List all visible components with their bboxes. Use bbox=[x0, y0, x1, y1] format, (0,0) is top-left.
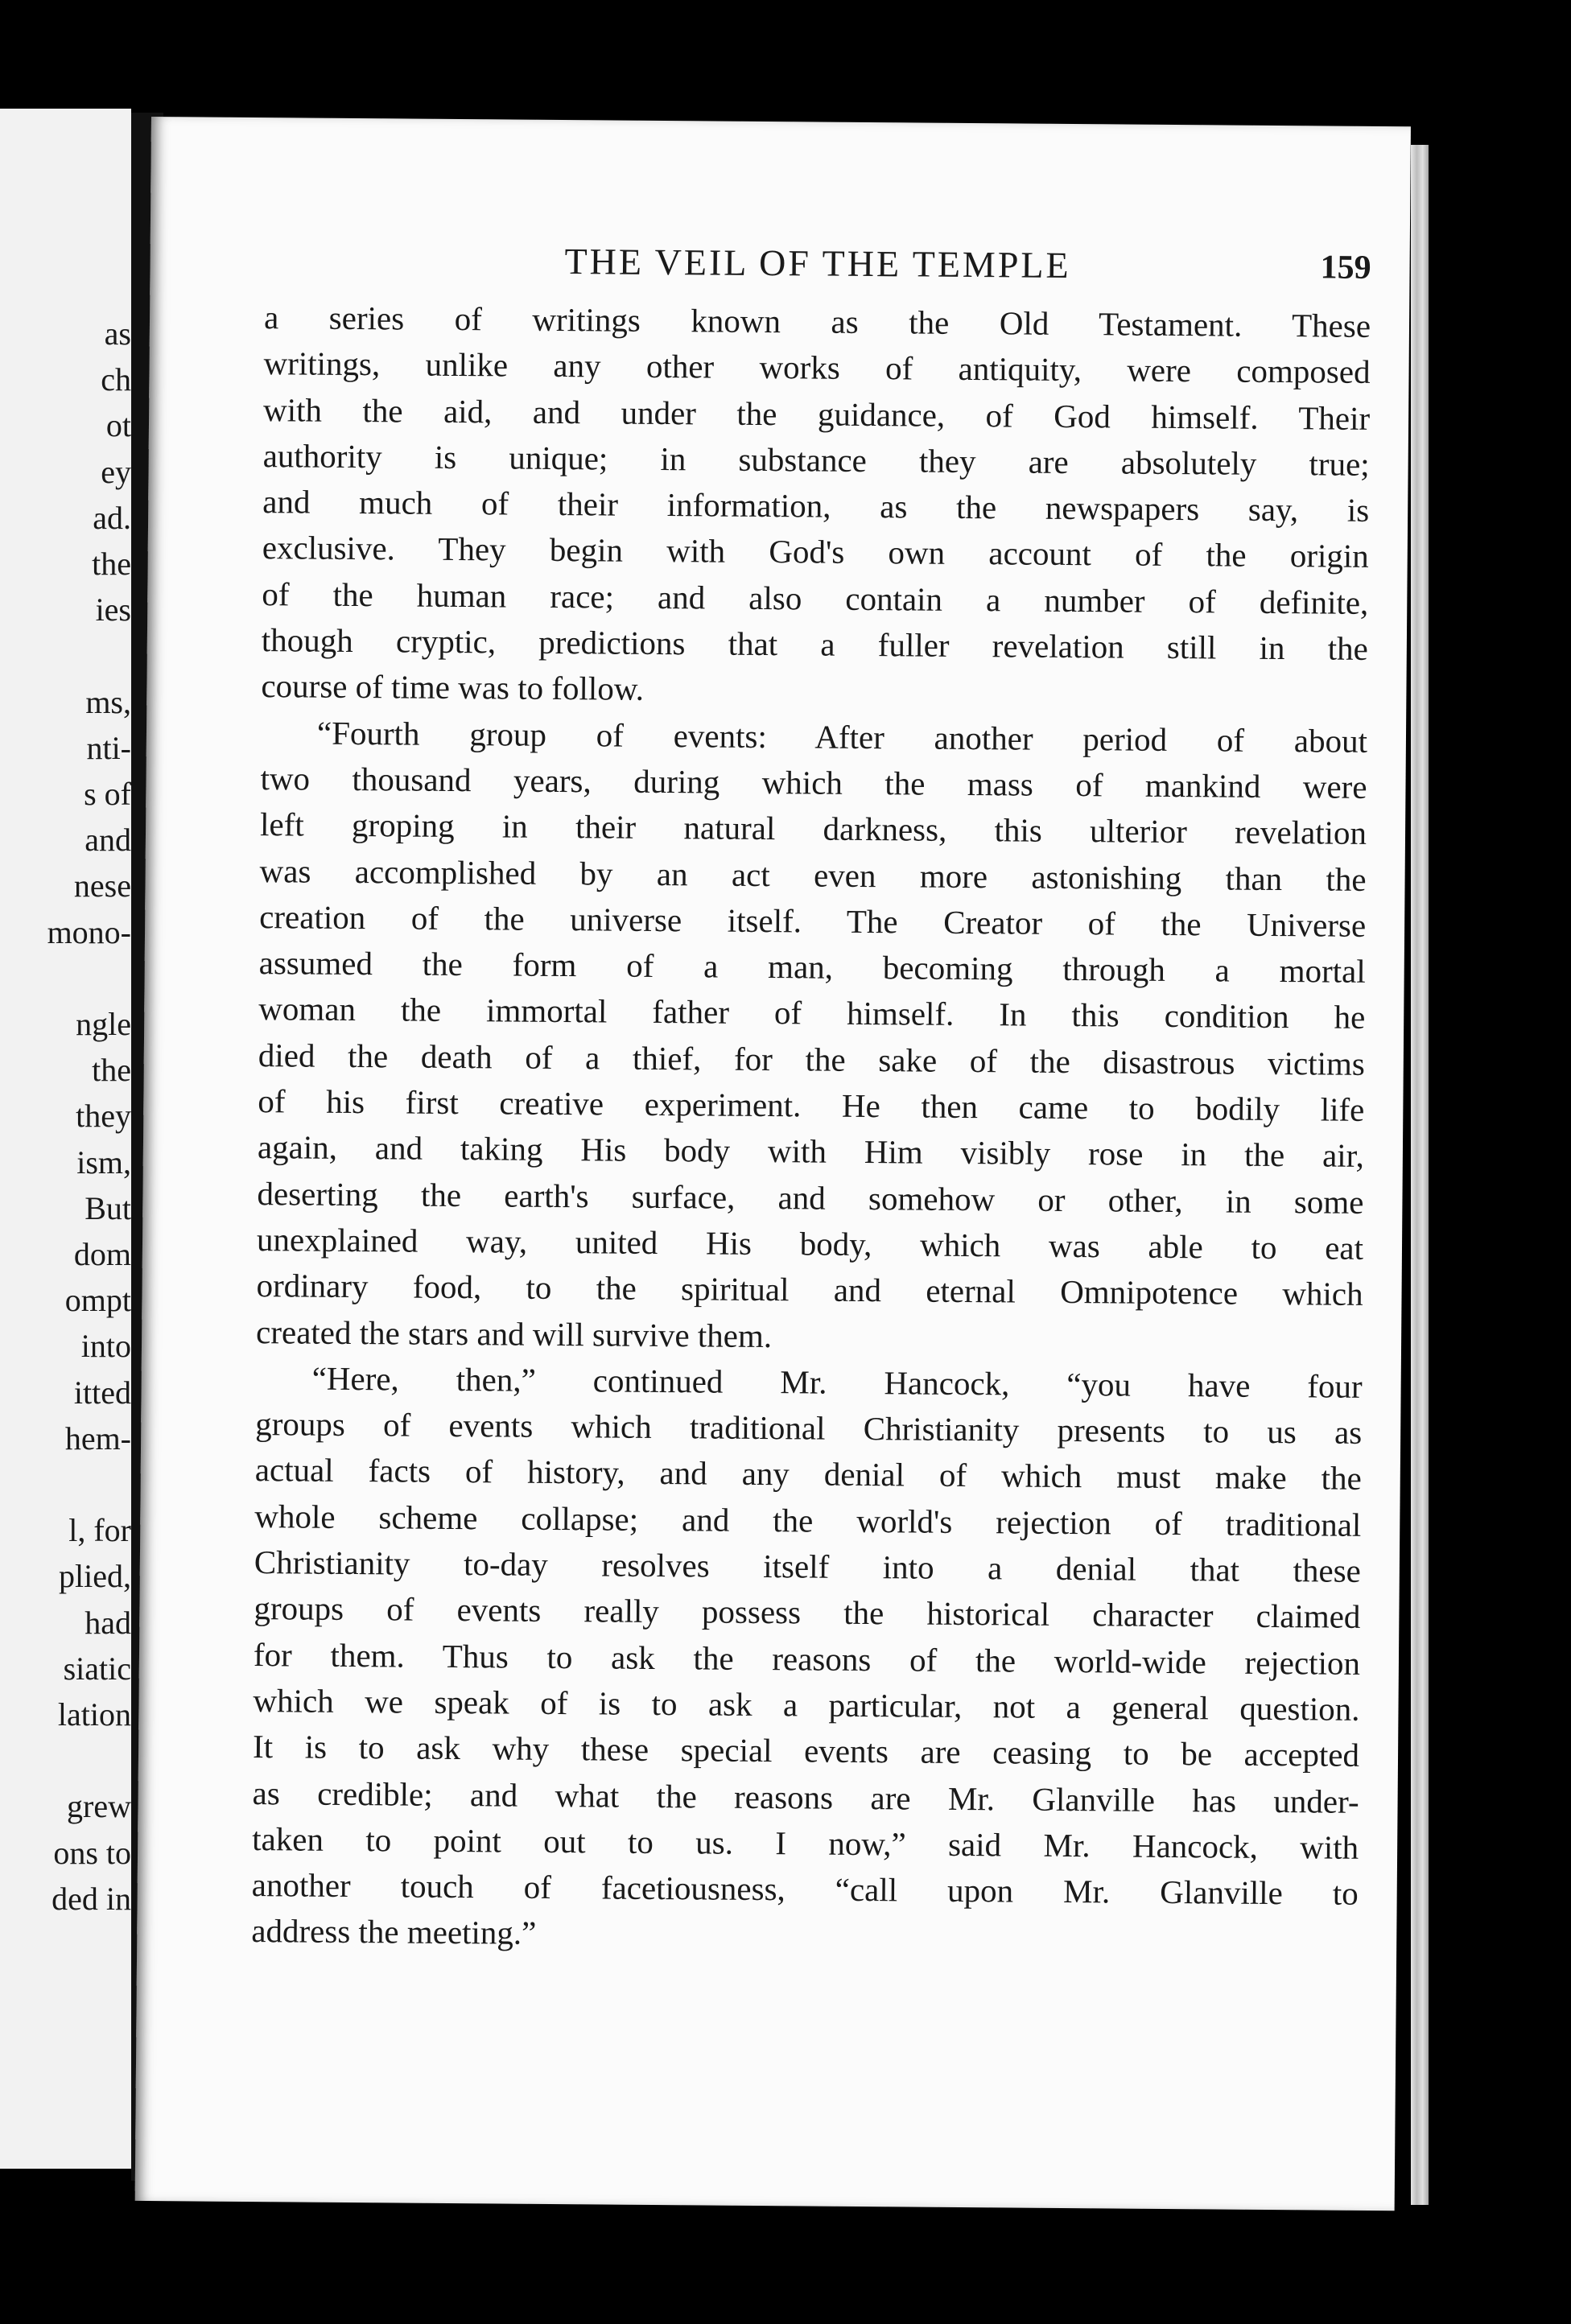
left-page-line: ad. bbox=[93, 499, 131, 536]
text-line: unexplained way, united His body, which was able to eat bbox=[256, 1221, 1364, 1267]
text-line: left groping in their natural darkness, this ulterior revelation bbox=[259, 806, 1367, 852]
text-line: course of time was to follow. bbox=[261, 667, 645, 708]
left-page-line: hem- bbox=[64, 1420, 131, 1457]
text-line: though cryptic, predictions that a fuller revelation still in the bbox=[261, 621, 1369, 667]
left-page-line: had bbox=[85, 1604, 131, 1641]
left-page-line: they bbox=[76, 1098, 131, 1135]
text-line: of the human race; and also contain a number of definite, bbox=[262, 575, 1369, 621]
left-page-line: ons to bbox=[53, 1834, 131, 1871]
text-line: died the death of a thief, for the sake of the disastrous victims bbox=[258, 1036, 1365, 1082]
body-text bbox=[251, 295, 1371, 1963]
text-line: assumed the form of a man, becoming through a mortal bbox=[258, 944, 1366, 991]
text-line: authority is unique; in substance they are absolutely true; bbox=[262, 436, 1370, 483]
text-line: deserting the earth's surface, and somehow or other, in some bbox=[257, 1174, 1364, 1221]
left-page-line: itted bbox=[73, 1374, 131, 1411]
left-page-line: into bbox=[80, 1328, 131, 1365]
left-page-line: ey bbox=[101, 453, 131, 490]
text-line: another touch of facetiousness, “call upon Mr. Glanville to bbox=[251, 1866, 1359, 1912]
text-line: “Fourth group of events: After another period of about bbox=[316, 714, 1368, 760]
left-page-line: dom bbox=[73, 1236, 131, 1272]
text-line: again, and taking His body with Him visibly rose in the air, bbox=[257, 1128, 1365, 1175]
text-line: groups of events which traditional Christianity presents to us as bbox=[255, 1405, 1363, 1451]
text-line: ordinary food, to the spiritual and eternal Omnipotence which bbox=[256, 1267, 1363, 1313]
text-line: It is to ask why these special events are ceasing to be accepted bbox=[252, 1728, 1360, 1774]
left-page-line: nese bbox=[73, 867, 131, 904]
text-line: address the meeting.” bbox=[251, 1912, 537, 1952]
left-page-line: the bbox=[92, 1052, 131, 1089]
running-head bbox=[264, 235, 1371, 292]
right-page bbox=[135, 117, 1411, 2211]
left-page-line: ism, bbox=[76, 1143, 131, 1181]
text-line: writings, unlike any other works of antiquity, were composed bbox=[263, 344, 1371, 391]
text-line: “Here, then,” continued Mr. Hancock, “you have four bbox=[311, 1359, 1363, 1405]
left-page-line: plied, bbox=[59, 1558, 131, 1595]
text-line: actual facts of history, and any denial of which must make the bbox=[254, 1451, 1362, 1498]
text-line: and much of their information, as the newspapers say, is bbox=[262, 483, 1370, 529]
left-page-line: ch bbox=[101, 361, 131, 398]
text-line: Christianity to-day resolves itself into a denial that these bbox=[254, 1543, 1362, 1589]
left-page-line: and bbox=[85, 822, 131, 859]
text-line: as credible; and what the reasons are Mr. Glanville has under- bbox=[252, 1774, 1359, 1820]
text-line: creation of the universe itself. The Creator of the Universe bbox=[259, 897, 1367, 944]
left-page-line: grew bbox=[67, 1788, 131, 1825]
text-line: exclusive. They begin with God's own account of the origin bbox=[262, 529, 1369, 575]
page-number: 159 bbox=[1320, 249, 1371, 286]
left-page-line: lation bbox=[57, 1696, 131, 1733]
text-line: was accomplished by an act even more astonishing than the bbox=[259, 851, 1367, 898]
left-page-line: the bbox=[92, 546, 131, 582]
left-page-line: ms, bbox=[85, 683, 131, 720]
left-page-line: ompt bbox=[64, 1282, 131, 1319]
left-page-line: siatic bbox=[63, 1650, 131, 1687]
left-page-fragment bbox=[0, 109, 131, 2169]
text-line: which we speak of is to ask a particular, not a general question. bbox=[253, 1681, 1360, 1728]
running-head-title: THE VEIL OF THE TEMPLE bbox=[564, 241, 1071, 286]
left-page-line: ded in bbox=[52, 1880, 131, 1917]
text-line: taken to point out to us. I now,” said Mr. Hancock, with bbox=[252, 1819, 1359, 1866]
text-line: for them. Thus to ask the reasons of the world-wide rejection bbox=[253, 1635, 1361, 1682]
left-page-line: s of bbox=[84, 776, 131, 812]
text-line: of his first creative experiment. He then came to bodily life bbox=[258, 1082, 1365, 1128]
left-page-line: ot bbox=[105, 407, 131, 444]
page-edge bbox=[1411, 145, 1429, 2205]
left-page-line: mono- bbox=[47, 913, 131, 950]
left-page-line: l, for bbox=[68, 1512, 131, 1549]
left-page-line: nti- bbox=[86, 729, 131, 766]
text-line: a series of writings known as the Old Testament. These bbox=[263, 299, 1371, 344]
left-page-line: But bbox=[85, 1189, 131, 1226]
left-page-line: ies bbox=[95, 591, 131, 628]
text-line: created the stars and will survive them. bbox=[255, 1312, 773, 1354]
text-line: woman the immortal father of himself. In this condition he bbox=[258, 990, 1366, 1036]
text-line: groups of events really possess the historical character claimed bbox=[254, 1589, 1361, 1636]
left-page-line: ngle bbox=[76, 1006, 131, 1042]
text-line: two thousand years, during which the mass of mankind were bbox=[260, 760, 1367, 806]
text-line: with the aid, and under the guidance, of God himself. Their bbox=[262, 390, 1371, 437]
left-page-line: as bbox=[104, 315, 131, 352]
text-line: whole scheme collapse; and the world's rejection of traditional bbox=[254, 1497, 1362, 1543]
